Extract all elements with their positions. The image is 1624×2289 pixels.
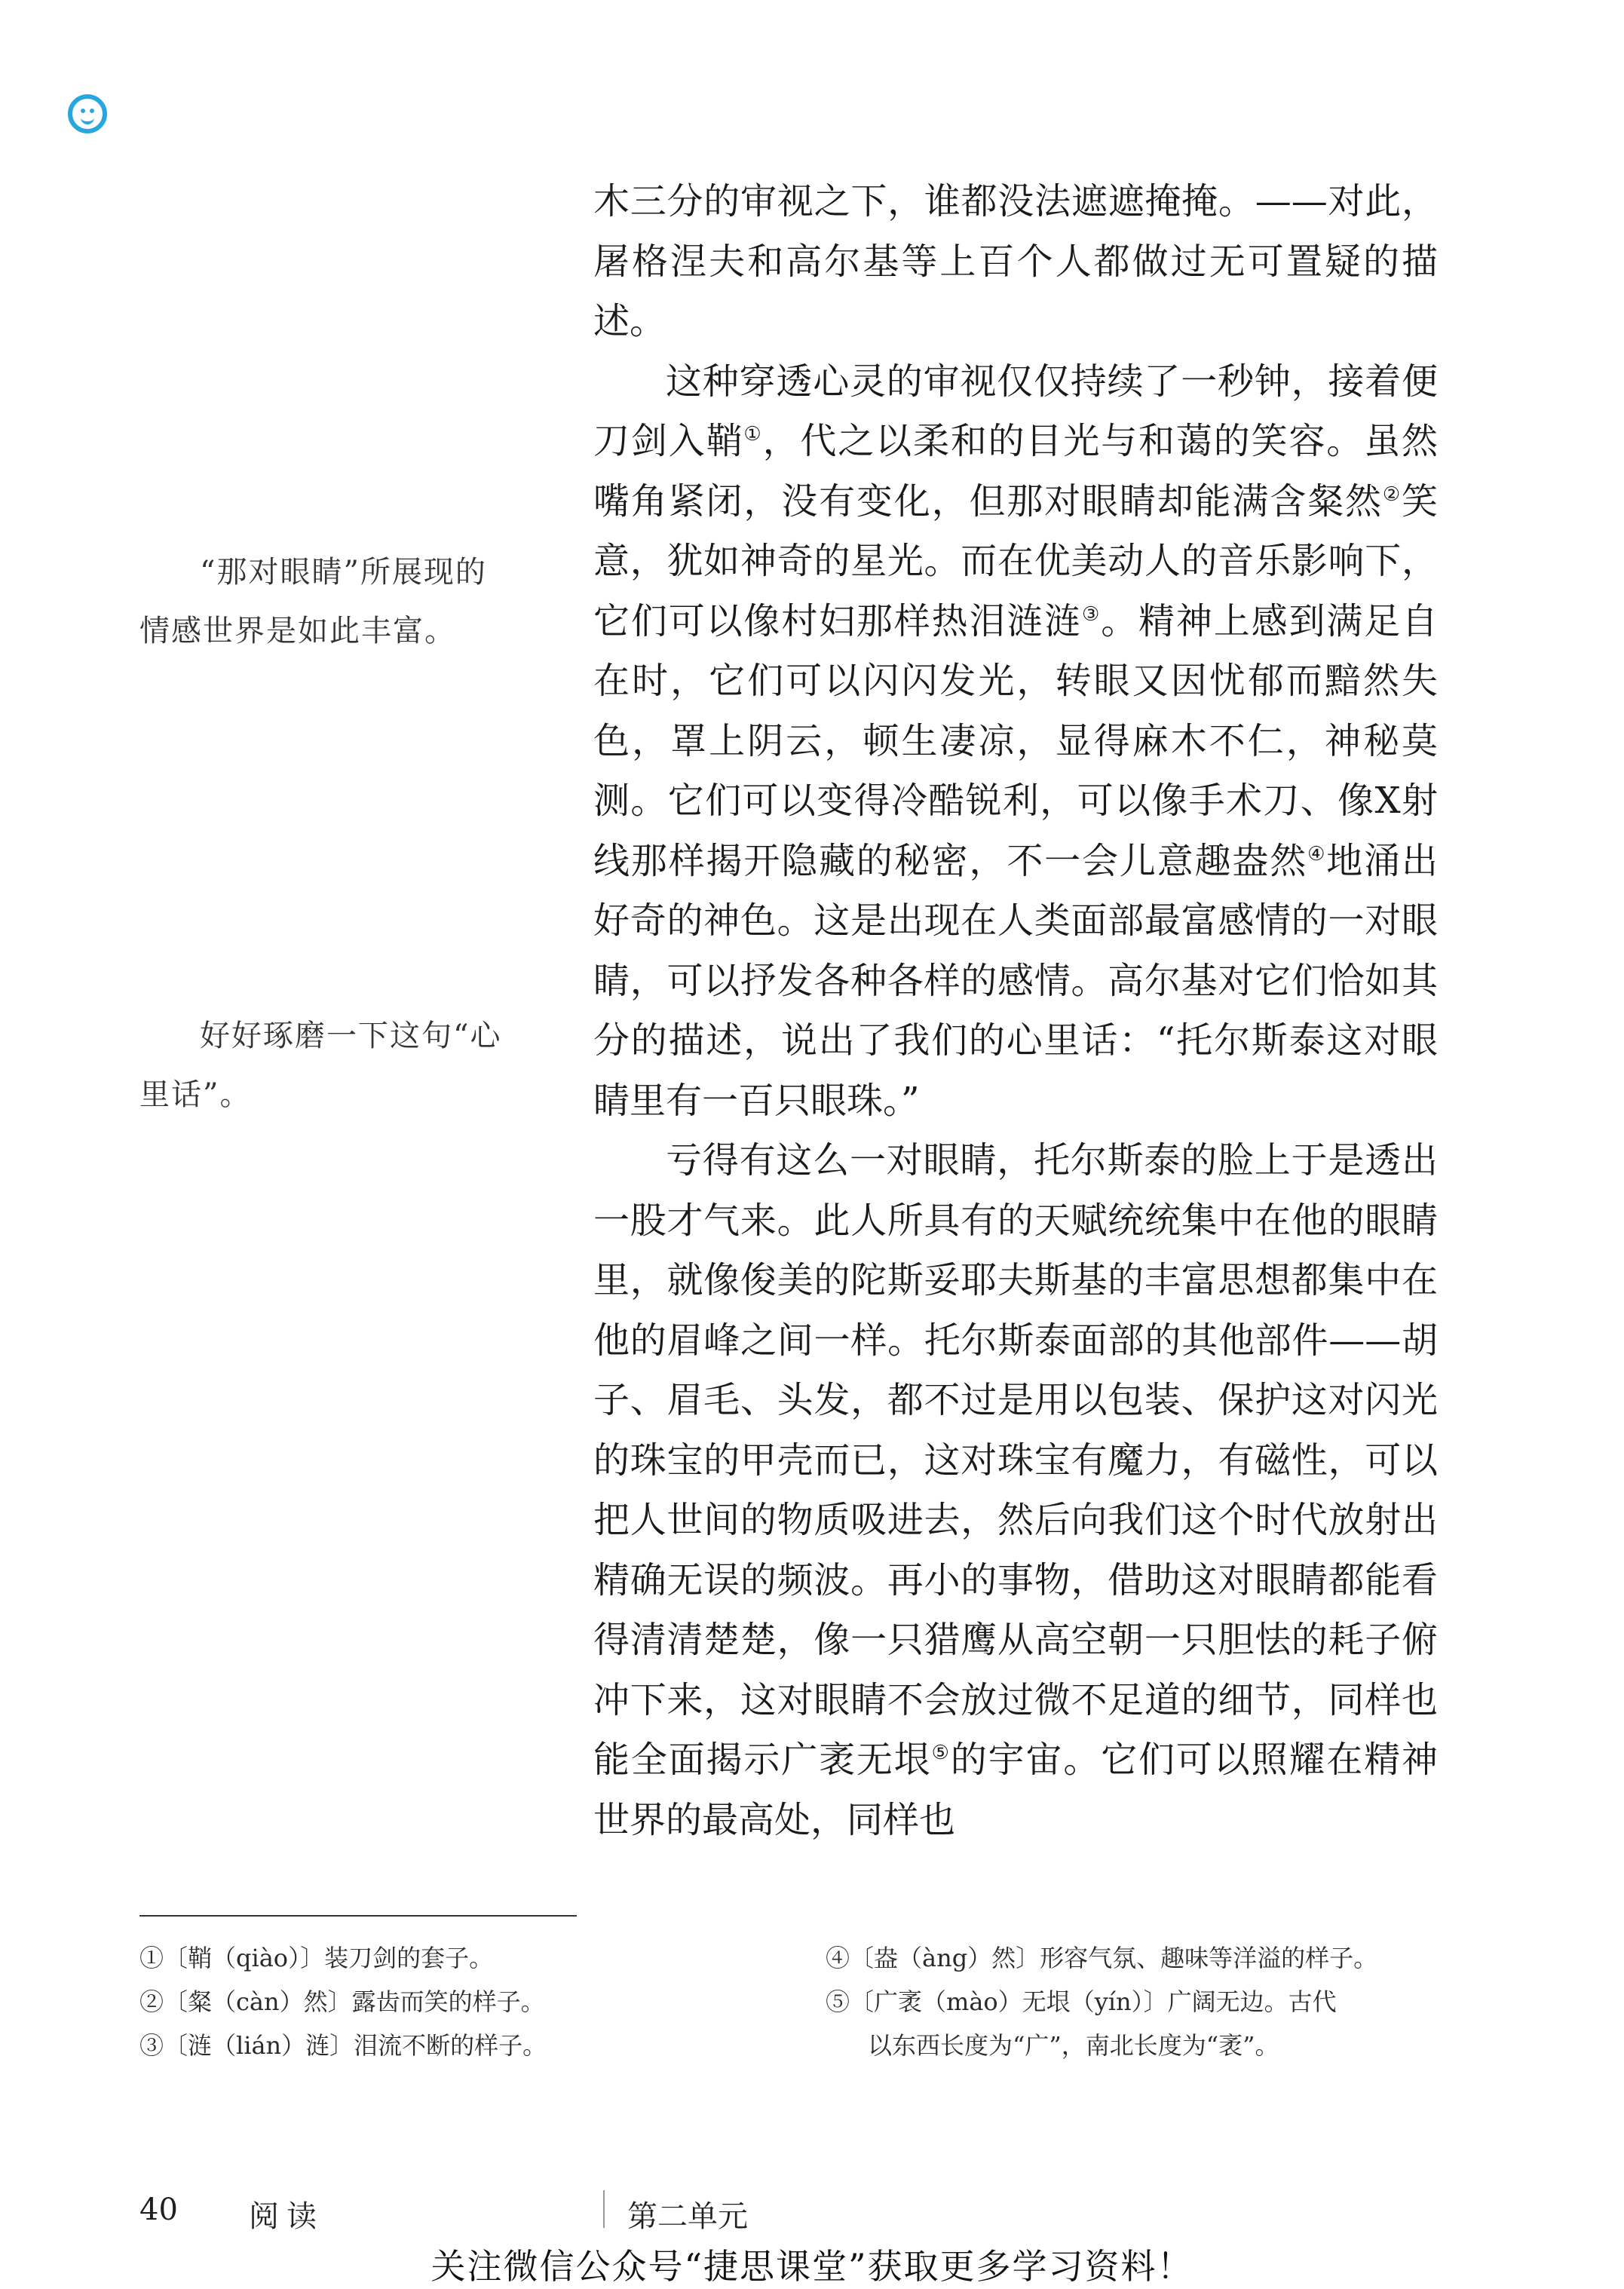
note-mark: ⑤	[931, 1742, 951, 1764]
smiley-icon	[68, 94, 107, 133]
unit-label: 第二单元	[627, 2199, 748, 2234]
paragraph: 亏得有这么一对眼睛，托尔斯泰的脸上于是透出一股才气来。此人所具有的天赋统统集中在他的眼睛里，就像俊美的陀斯妥耶夫斯基的丰富思想都集中在他的眉峰之间一样。托尔斯泰面部的其他部件——胡子、眉毛、头发，都不过是用以包装、保护这对闪光的珠宝的甲壳而已，这对珠宝有魔力，有磁性，可以把人世间的物质吸进去，然后向我们这个时代放射出精确无误的频波。再小的事物，借助这对眼睛都能看得清清楚楚，像一只猎鹰从高空朝一只胆怯的耗子俯冲下来，这对眼睛不会放过微不足道的细节，同样也能全面揭示广袤无垠⑤的宇宙。它们可以照耀在精神世界的最高处，同样也	[593, 1139, 1438, 1841]
footnote: ②〔粲（càn）然〕露齿而笑的样子。	[139, 1987, 545, 2016]
footnote: ⑤〔广袤（mào）无垠（yín）〕广阔无边。古代	[826, 1987, 1337, 2016]
footnote: ①〔鞘（qiào）〕装刀剑的套子。	[139, 1944, 494, 1972]
footnotes-right	[826, 1936, 1489, 2067]
note-mark: ③	[1082, 602, 1102, 626]
note-mark: ②	[1382, 483, 1402, 506]
footnote: 以东西长度为“广”，南北长度为“袤”。	[868, 2031, 1279, 2060]
margin-note: 好好琢磨一下这句“心里话”。	[139, 1019, 502, 1112]
footnotes-left	[139, 1936, 818, 2067]
footer-divider	[603, 2190, 605, 2228]
paragraph: 这种穿透心灵的审视仅仅持续了一秒钟，接着便刀剑入鞘①，代之以柔和的目光与和蔼的笑容。虽然嘴角紧闭，没有变化，但那对眼睛却能满含粲然②笑意，犹如神奇的星光。而在优美动人的音乐影响下，它们可以像村妇那样热泪涟涟③。精神上感到满足自在时，它们可以闪闪发光，转眼又因忧郁而黯然失色，罩上阴云，顿生凄凉，显得麻木不仁，神秘莫测。它们可以变得冷酷锐利，可以像手术刀、像X射线那样揭开隐藏的秘密，不一会儿意趣盎然④地涌出好奇的神色。这是出现在人类面部最富感情的一对眼睛，可以抒发各种各样的感情。高尔基对它们恰如其分的描述，说出了我们的心里话：“托尔斯泰这对眼睛里有一百只眼珠。”	[593, 360, 1438, 1122]
main-text	[593, 172, 1438, 1850]
footnote: ④〔盎（àng）然〕形容气氛、趣味等洋溢的样子。	[826, 1944, 1378, 1972]
section-label: 阅读	[249, 2199, 324, 2234]
footnote-rule	[139, 1915, 577, 1917]
page-number: 40	[139, 2192, 178, 2227]
paragraph: 木三分的审视之下，谁都没法遮遮掩掩。——对此，屠格涅夫和高尔基等上百个人都做过无可置疑的描述。	[593, 180, 1438, 342]
promo-banner: 关注微信公众号“捷思课堂”获取更多学习资料！	[431, 2246, 1193, 2287]
note-mark: ①	[743, 423, 763, 446]
footnote: ③〔涟（lián）涟〕泪流不断的样子。	[139, 2031, 547, 2060]
note-mark: ④	[1307, 842, 1327, 866]
margin-note: “那对眼睛”所展现的情感世界是如此丰富。	[139, 555, 487, 648]
